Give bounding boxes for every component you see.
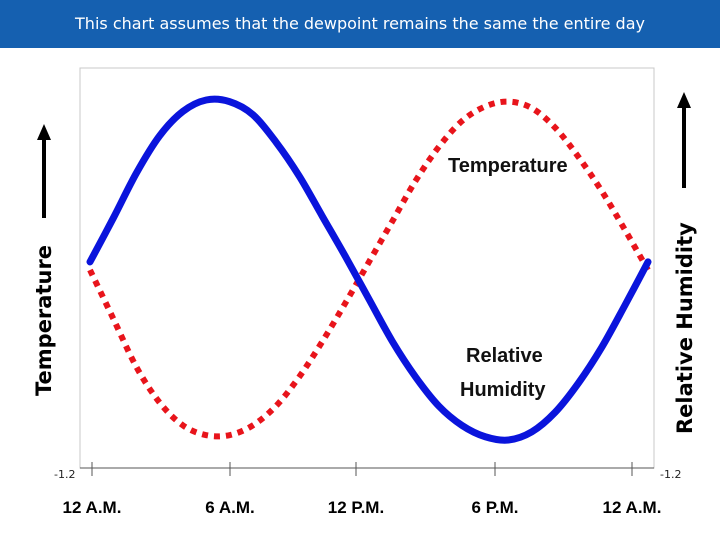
y-axis-label-temperature: Temperature <box>32 244 56 396</box>
temperature-up-arrow-head <box>37 124 51 140</box>
series-label-temperature: Temperature <box>448 155 568 177</box>
humidity-up-arrow-head <box>677 92 691 108</box>
x-tick-label: 12 A.M. <box>602 498 662 517</box>
x-tick-label: 6 A.M. <box>205 498 255 517</box>
series-label-relative: Relative <box>466 345 543 367</box>
x-tick-label: 12 A.M. <box>62 498 122 517</box>
y-edge-label-left: -1.2 <box>54 468 76 481</box>
x-tick-label: 12 P.M. <box>327 498 385 517</box>
chart-title: This chart assumes that the dewpoint remains the same the entire day <box>75 14 645 33</box>
x-tick-label: 6 P.M. <box>471 498 519 517</box>
y-axis-label-relative-humidity: Relative Humidity <box>673 222 697 434</box>
y-edge-label-right: -1.2 <box>660 468 682 481</box>
series-label-humidity: Humidity <box>460 379 546 401</box>
